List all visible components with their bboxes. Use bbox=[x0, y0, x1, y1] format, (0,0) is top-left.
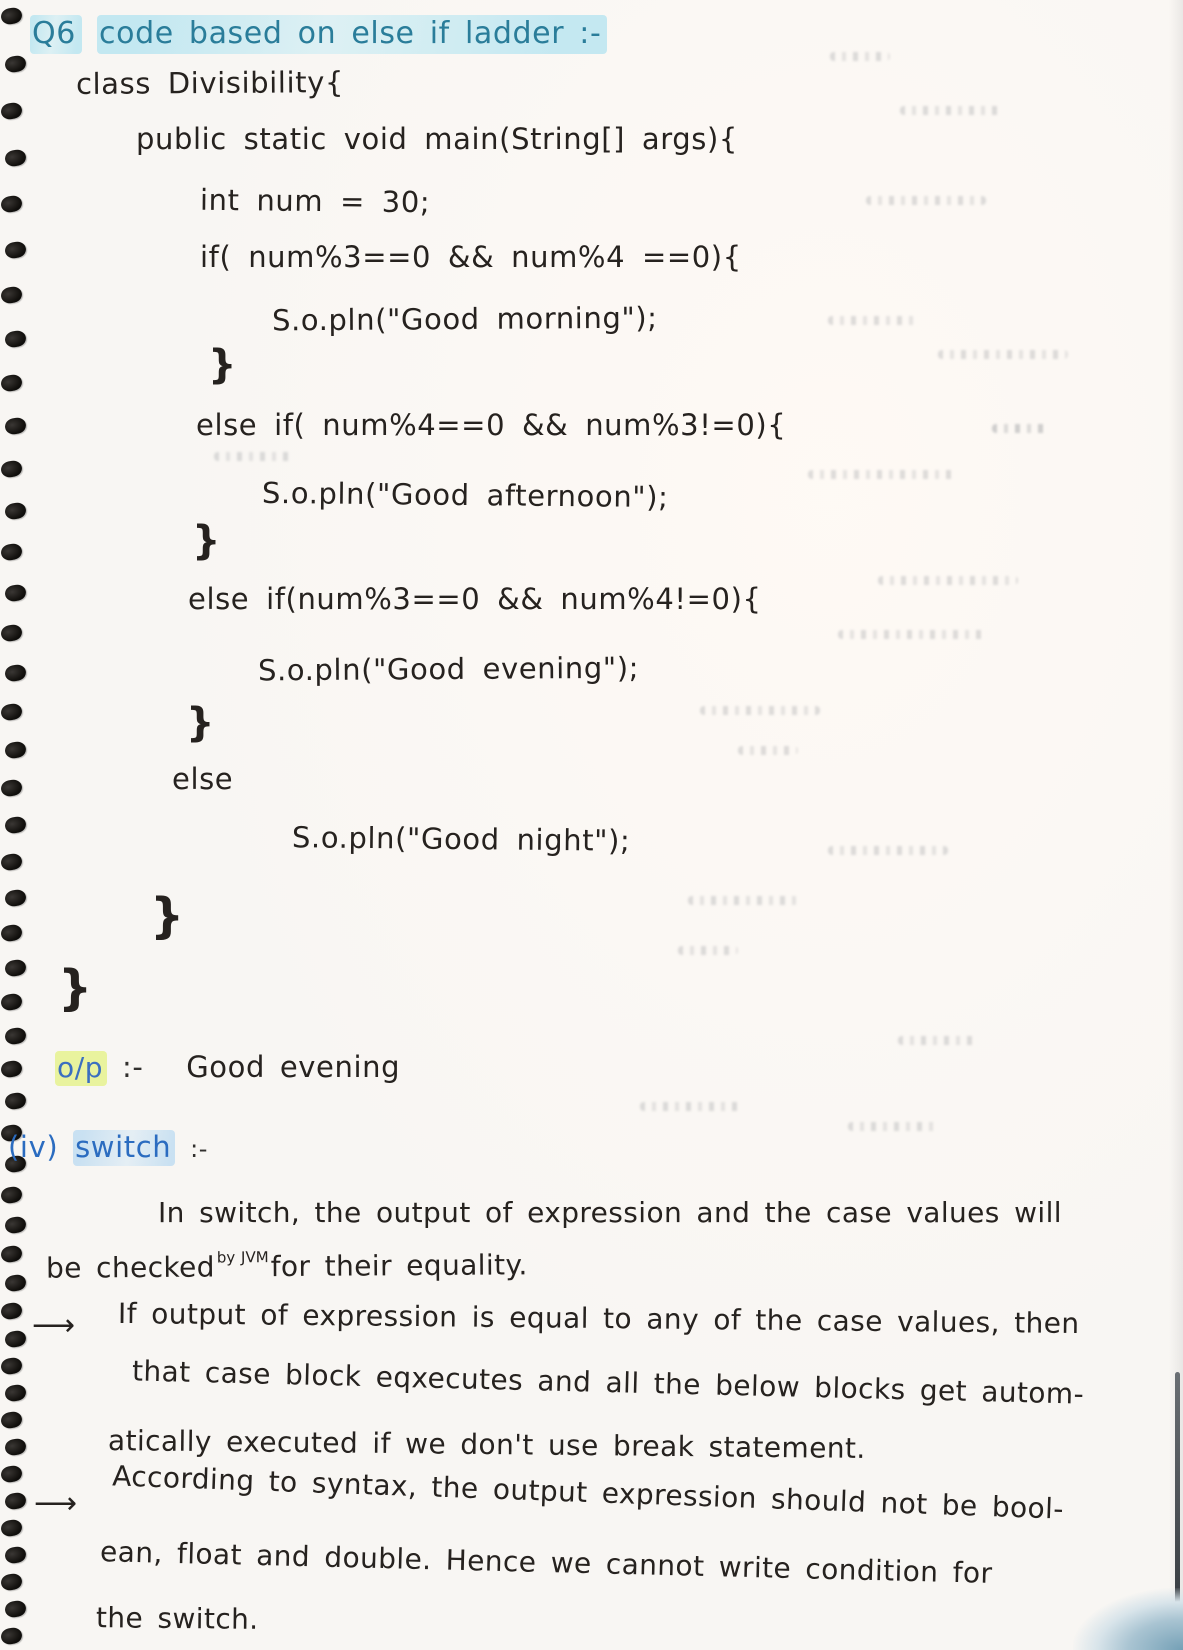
binding-hole bbox=[4, 1599, 27, 1618]
binding-hole bbox=[4, 240, 27, 259]
binding-hole bbox=[0, 543, 23, 562]
binding-hole bbox=[0, 1185, 23, 1204]
note-bullet-line: the switch. bbox=[95, 1601, 259, 1636]
bleed-through-smudge bbox=[688, 896, 798, 905]
binding-hole bbox=[0, 852, 23, 871]
code-line: if( num%3==0 && num%4 ==0){ bbox=[200, 240, 742, 274]
binding-hole bbox=[4, 888, 27, 907]
binding-hole bbox=[0, 6, 23, 25]
binding-hole bbox=[4, 1383, 27, 1402]
bleed-through-smudge bbox=[900, 106, 1000, 115]
page-corner-curl bbox=[1073, 1588, 1183, 1650]
binding-hole bbox=[0, 993, 23, 1012]
binding-hole bbox=[0, 102, 23, 121]
binding-hole bbox=[4, 1215, 27, 1234]
bleed-through-smudge bbox=[992, 424, 1050, 433]
section-numeral: (iv) bbox=[8, 1130, 59, 1164]
code-line: } bbox=[186, 700, 216, 746]
binding-hole bbox=[4, 741, 27, 760]
note-bullet-line: ean, float and double. Hence we cannot write condition for bbox=[99, 1535, 993, 1590]
note-bullet-line: atically executed if we don't use break statement. bbox=[107, 1424, 866, 1465]
binding-hole bbox=[0, 624, 23, 643]
output-separator: :- bbox=[121, 1050, 144, 1084]
code-line: } bbox=[192, 518, 222, 564]
code-line: public static void main(String[] args){ bbox=[136, 122, 738, 156]
bleed-through-smudge bbox=[878, 576, 1018, 585]
binding-hole bbox=[0, 1245, 23, 1264]
binding-hole bbox=[0, 1572, 23, 1591]
bleed-through-smudge bbox=[214, 452, 294, 461]
arrow-icon: ⟶ bbox=[32, 1308, 74, 1343]
section-heading bbox=[8, 1130, 208, 1164]
bleed-through-smudge bbox=[828, 316, 918, 325]
binding-hole bbox=[0, 285, 23, 304]
bleed-through-smudge bbox=[866, 196, 986, 205]
binding-hole bbox=[0, 1356, 23, 1375]
bleed-through-smudge bbox=[678, 946, 738, 955]
note-bullet-line: If output of expression is equal to any of the case values, then bbox=[117, 1296, 1080, 1341]
bleed-through-smudge bbox=[738, 746, 798, 755]
bleed-through-smudge bbox=[938, 350, 1068, 359]
binding-hole bbox=[4, 148, 27, 167]
binding-hole bbox=[4, 1545, 27, 1564]
code-line: else if(num%3==0 && num%4!=0){ bbox=[188, 582, 762, 616]
binding-hole bbox=[4, 663, 27, 682]
note-bullet-line: that case block eqxecutes and all the below blocks get autom- bbox=[131, 1354, 1085, 1411]
binding-hole bbox=[4, 1092, 27, 1111]
binding-hole bbox=[0, 459, 23, 478]
note-paragraph-line: In switch, the output of expression and the case values will bbox=[158, 1196, 1062, 1229]
binding-hole bbox=[0, 1059, 23, 1078]
binding-hole bbox=[4, 816, 27, 835]
binding-hole bbox=[4, 583, 27, 602]
question-heading bbox=[30, 16, 607, 51]
binding-hole bbox=[0, 1626, 23, 1645]
binding-hole bbox=[4, 1273, 27, 1292]
code-line: } bbox=[150, 888, 185, 944]
binding-hole bbox=[4, 1026, 27, 1045]
code-line: } bbox=[58, 960, 93, 1016]
binding-hole bbox=[4, 1329, 27, 1348]
bleed-through-smudge bbox=[838, 630, 988, 639]
code-line: S.o.pln("Good morning"); bbox=[271, 300, 658, 338]
code-line: S.o.pln("Good evening"); bbox=[257, 650, 640, 688]
bleed-through-smudge bbox=[808, 470, 958, 479]
output-line bbox=[55, 1050, 400, 1084]
binding-hole bbox=[4, 54, 27, 73]
binding-hole bbox=[0, 702, 23, 721]
binding-hole bbox=[4, 958, 27, 977]
code-line: else if( num%4==0 && num%3!=0){ bbox=[196, 408, 787, 442]
binding-hole bbox=[0, 195, 23, 214]
binding-hole bbox=[0, 924, 23, 943]
note-bullet-line: According to syntax, the output expression should not be bool- bbox=[111, 1459, 1065, 1526]
bleed-through-smudge bbox=[828, 846, 948, 855]
section-separator: :- bbox=[190, 1135, 209, 1163]
bleed-through-smudge bbox=[700, 706, 820, 715]
binding-hole bbox=[4, 1491, 27, 1510]
arrow-icon: ⟶ bbox=[34, 1486, 76, 1521]
binding-hole bbox=[0, 1302, 23, 1321]
binding-hole bbox=[4, 417, 27, 436]
note-paragraph-line bbox=[46, 1248, 528, 1284]
bleed-through-smudge bbox=[640, 1102, 740, 1111]
insertion-note: by JVM bbox=[216, 1248, 269, 1267]
binding-hole bbox=[0, 373, 23, 392]
spiral-binding bbox=[0, 0, 34, 1650]
binding-hole bbox=[4, 501, 27, 520]
bleed-through-smudge bbox=[898, 1036, 978, 1045]
bleed-through-smudge bbox=[848, 1122, 938, 1131]
note-text: for their equality. bbox=[270, 1248, 528, 1284]
bleed-through-smudge bbox=[830, 52, 890, 61]
code-line: else bbox=[172, 762, 234, 796]
code-line: S.o.pln("Good night"); bbox=[291, 820, 631, 858]
output-value: Good evening bbox=[186, 1050, 401, 1084]
binding-hole bbox=[4, 1437, 27, 1456]
output-label: o/p bbox=[55, 1051, 107, 1086]
question-number: Q6 bbox=[30, 15, 82, 54]
binding-hole bbox=[0, 1410, 23, 1429]
code-line: S.o.pln("Good afternoon"); bbox=[261, 475, 669, 515]
section-name: switch bbox=[73, 1130, 175, 1166]
question-title: code based on else if ladder :- bbox=[97, 15, 607, 54]
code-line: int num = 30; bbox=[199, 182, 431, 220]
binding-hole bbox=[4, 330, 27, 349]
binding-hole bbox=[0, 1518, 23, 1537]
code-line: class Divisibility{ bbox=[75, 65, 345, 101]
binding-hole bbox=[0, 778, 23, 797]
code-line: } bbox=[208, 342, 238, 388]
binding-hole bbox=[0, 1464, 23, 1483]
note-text: be checked bbox=[45, 1250, 216, 1285]
